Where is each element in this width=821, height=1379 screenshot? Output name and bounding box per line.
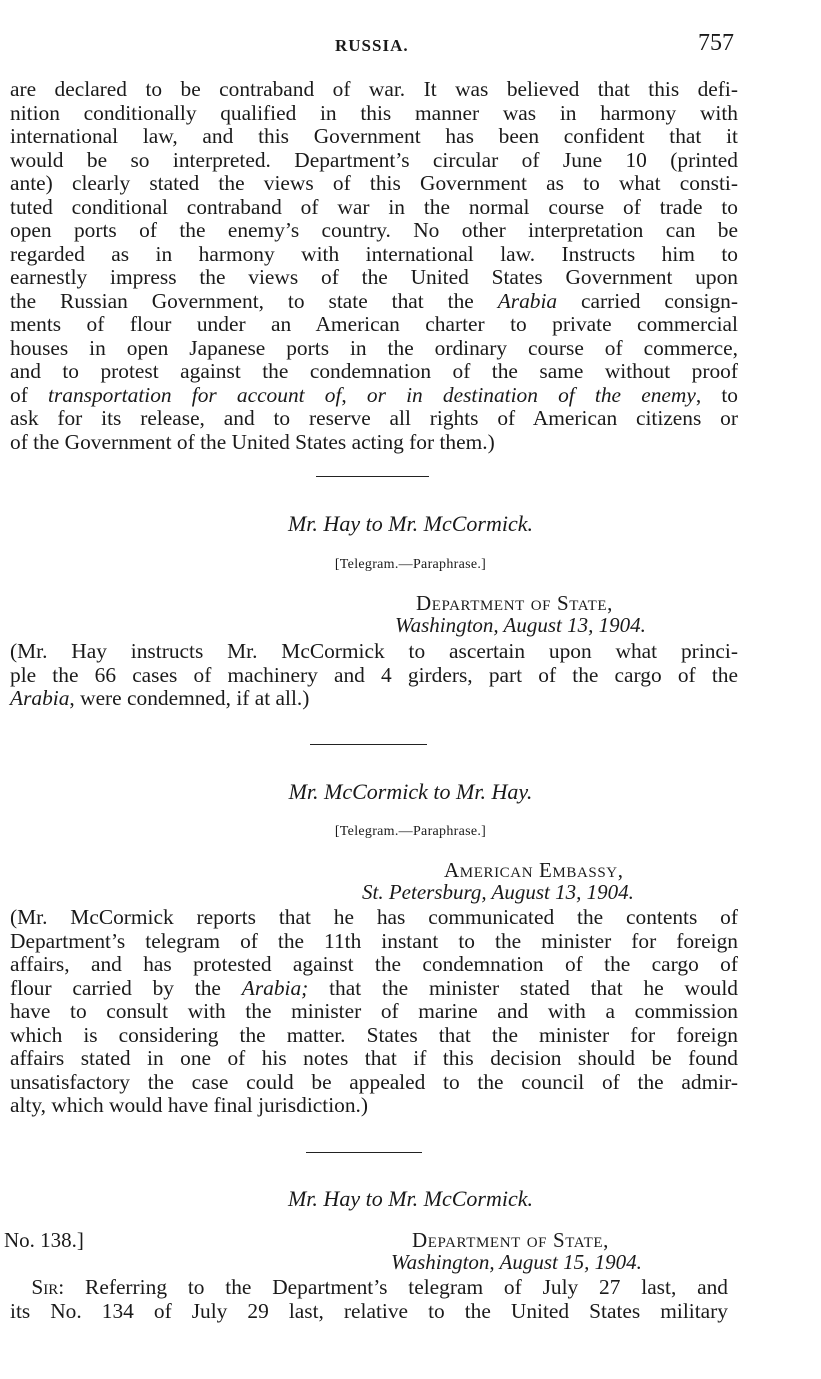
- paragraph-line: regarded as in harmony with international law. Instructs him to: [10, 241, 738, 266]
- paragraph-line: earnestly impress the views of the United States Government upon: [10, 265, 738, 289]
- paragraph-line: of the Government of the United States acting for them.): [10, 429, 495, 454]
- section-divider: [316, 476, 429, 477]
- paragraph-line: unsatisfactory the case could be appealed to the council of the admir-: [10, 1069, 738, 1094]
- paragraph-line: ask for its release, and to reserve all rights of American citizens or: [10, 406, 738, 430]
- salutation: Sir: [31, 1275, 59, 1299]
- paragraph-line: and to protest against the condemnation of the same without proof: [10, 359, 738, 383]
- italic-phrase: transportation for account of: [47, 382, 342, 407]
- paragraph-line: which is considering the matter. States that the minister for foreign: [10, 1022, 738, 1047]
- paragraph-line: [10, 977, 738, 1001]
- place-date-line: Washington, August 15, 1904.: [391, 1250, 642, 1274]
- paragraph-line: are declared to be contraband of war. It was believed that this defi-: [10, 77, 738, 101]
- paragraph-line: (Mr. Hay instructs Mr. McCormick to ascertain upon what princi-: [10, 639, 738, 663]
- ship-name: Arabia: [497, 288, 558, 313]
- paragraph-line: open ports of the enemy’s country. No other interpretation can be: [10, 218, 738, 242]
- document-body: [10, 906, 738, 1118]
- place-date-line: Washington, August 13, 1904.: [395, 613, 646, 637]
- running-title: RUSSIA.: [335, 36, 409, 55]
- paragraph-line: affairs, and has protested against the condemnation of the cargo of: [10, 952, 738, 976]
- text-run: of: [10, 382, 48, 407]
- text-run: , to: [695, 382, 738, 407]
- sender-line: Department of State,: [416, 591, 613, 615]
- sender-line: American Embassy,: [444, 858, 624, 882]
- telegram-note: [Telegram.—Paraphrase.]: [334, 824, 487, 839]
- text-run: : Referring to the Department’s telegram of July 27 last, and: [58, 1275, 728, 1299]
- document-body: [10, 640, 738, 711]
- text-run: flour carried by the: [10, 975, 242, 1000]
- document-heading: Mr. Hay to Mr. McCormick.: [287, 511, 534, 536]
- paragraph-line: [10, 687, 738, 711]
- section-divider: [306, 1152, 422, 1153]
- ship-name: Arabia: [10, 686, 70, 710]
- italic-phrase: or in destination of the enemy: [366, 382, 696, 407]
- document-heading: Mr. Hay to Mr. McCormick.: [287, 1186, 534, 1211]
- document-number: No. 138.]: [4, 1228, 84, 1252]
- paragraph-line: [10, 384, 738, 408]
- text-run: the Russian Government, to state that the: [10, 288, 498, 313]
- paragraph-line: have to consult with the minister of marine and with a commission: [10, 999, 738, 1023]
- document-heading: Mr. McCormick to Mr. Hay.: [288, 779, 533, 804]
- paragraph-line: ments of flour under an American charter to private commercial: [10, 312, 738, 336]
- paragraph-line: [10, 1276, 728, 1300]
- paragraph-line: affairs stated in one of his notes that if this decision should be found: [10, 1046, 738, 1070]
- sender-line: Department of State,: [412, 1228, 609, 1252]
- page-header: [0, 28, 821, 58]
- text-run: carried consign-: [557, 288, 738, 313]
- text-run: ,: [341, 382, 367, 407]
- paragraph-line: nition conditionally qualified in this manner was in harmony with: [10, 100, 738, 125]
- paragraph-line: would be so interpreted. Department’s circular of June 10 (printed: [10, 147, 738, 172]
- page-number: 757: [698, 30, 734, 56]
- paragraph-line: houses in open Japanese ports in the ordinary course of commerce,: [10, 335, 738, 360]
- text-run: , were condemned, if at all.): [69, 686, 310, 710]
- paragraph-line: tuted conditional contraband of war in the normal course of trade to: [10, 194, 738, 219]
- paragraph-line: [10, 290, 738, 314]
- ship-name: Arabia;: [241, 975, 309, 1000]
- document-body: [10, 1276, 728, 1323]
- paragraph-line: international law, and this Government has been confident that it: [10, 124, 738, 148]
- text-run: that the minister stated that he would: [308, 975, 738, 1000]
- paragraph-line: Department’s telegram of the 11th instant to the minister for foreign: [10, 928, 738, 953]
- paragraph-line: alty, which would have final jurisdiction.): [10, 1093, 369, 1117]
- paragraph-line: its No. 134 of July 29 last, relative to the United States military: [10, 1298, 728, 1323]
- paragraph-line: (Mr. McCormick reports that he has communicated the contents of: [10, 905, 738, 929]
- paragraph-line: ante) clearly stated the views of this Government as to what consti-: [10, 171, 738, 195]
- intro-paragraph: [10, 78, 738, 454]
- section-divider: [310, 744, 427, 745]
- paragraph-line: ple the 66 cases of machinery and 4 girders, part of the cargo of the: [10, 662, 738, 687]
- telegram-note: [Telegram.—Paraphrase.]: [334, 557, 487, 572]
- place-date-line: St. Petersburg, August 13, 1904.: [362, 880, 634, 904]
